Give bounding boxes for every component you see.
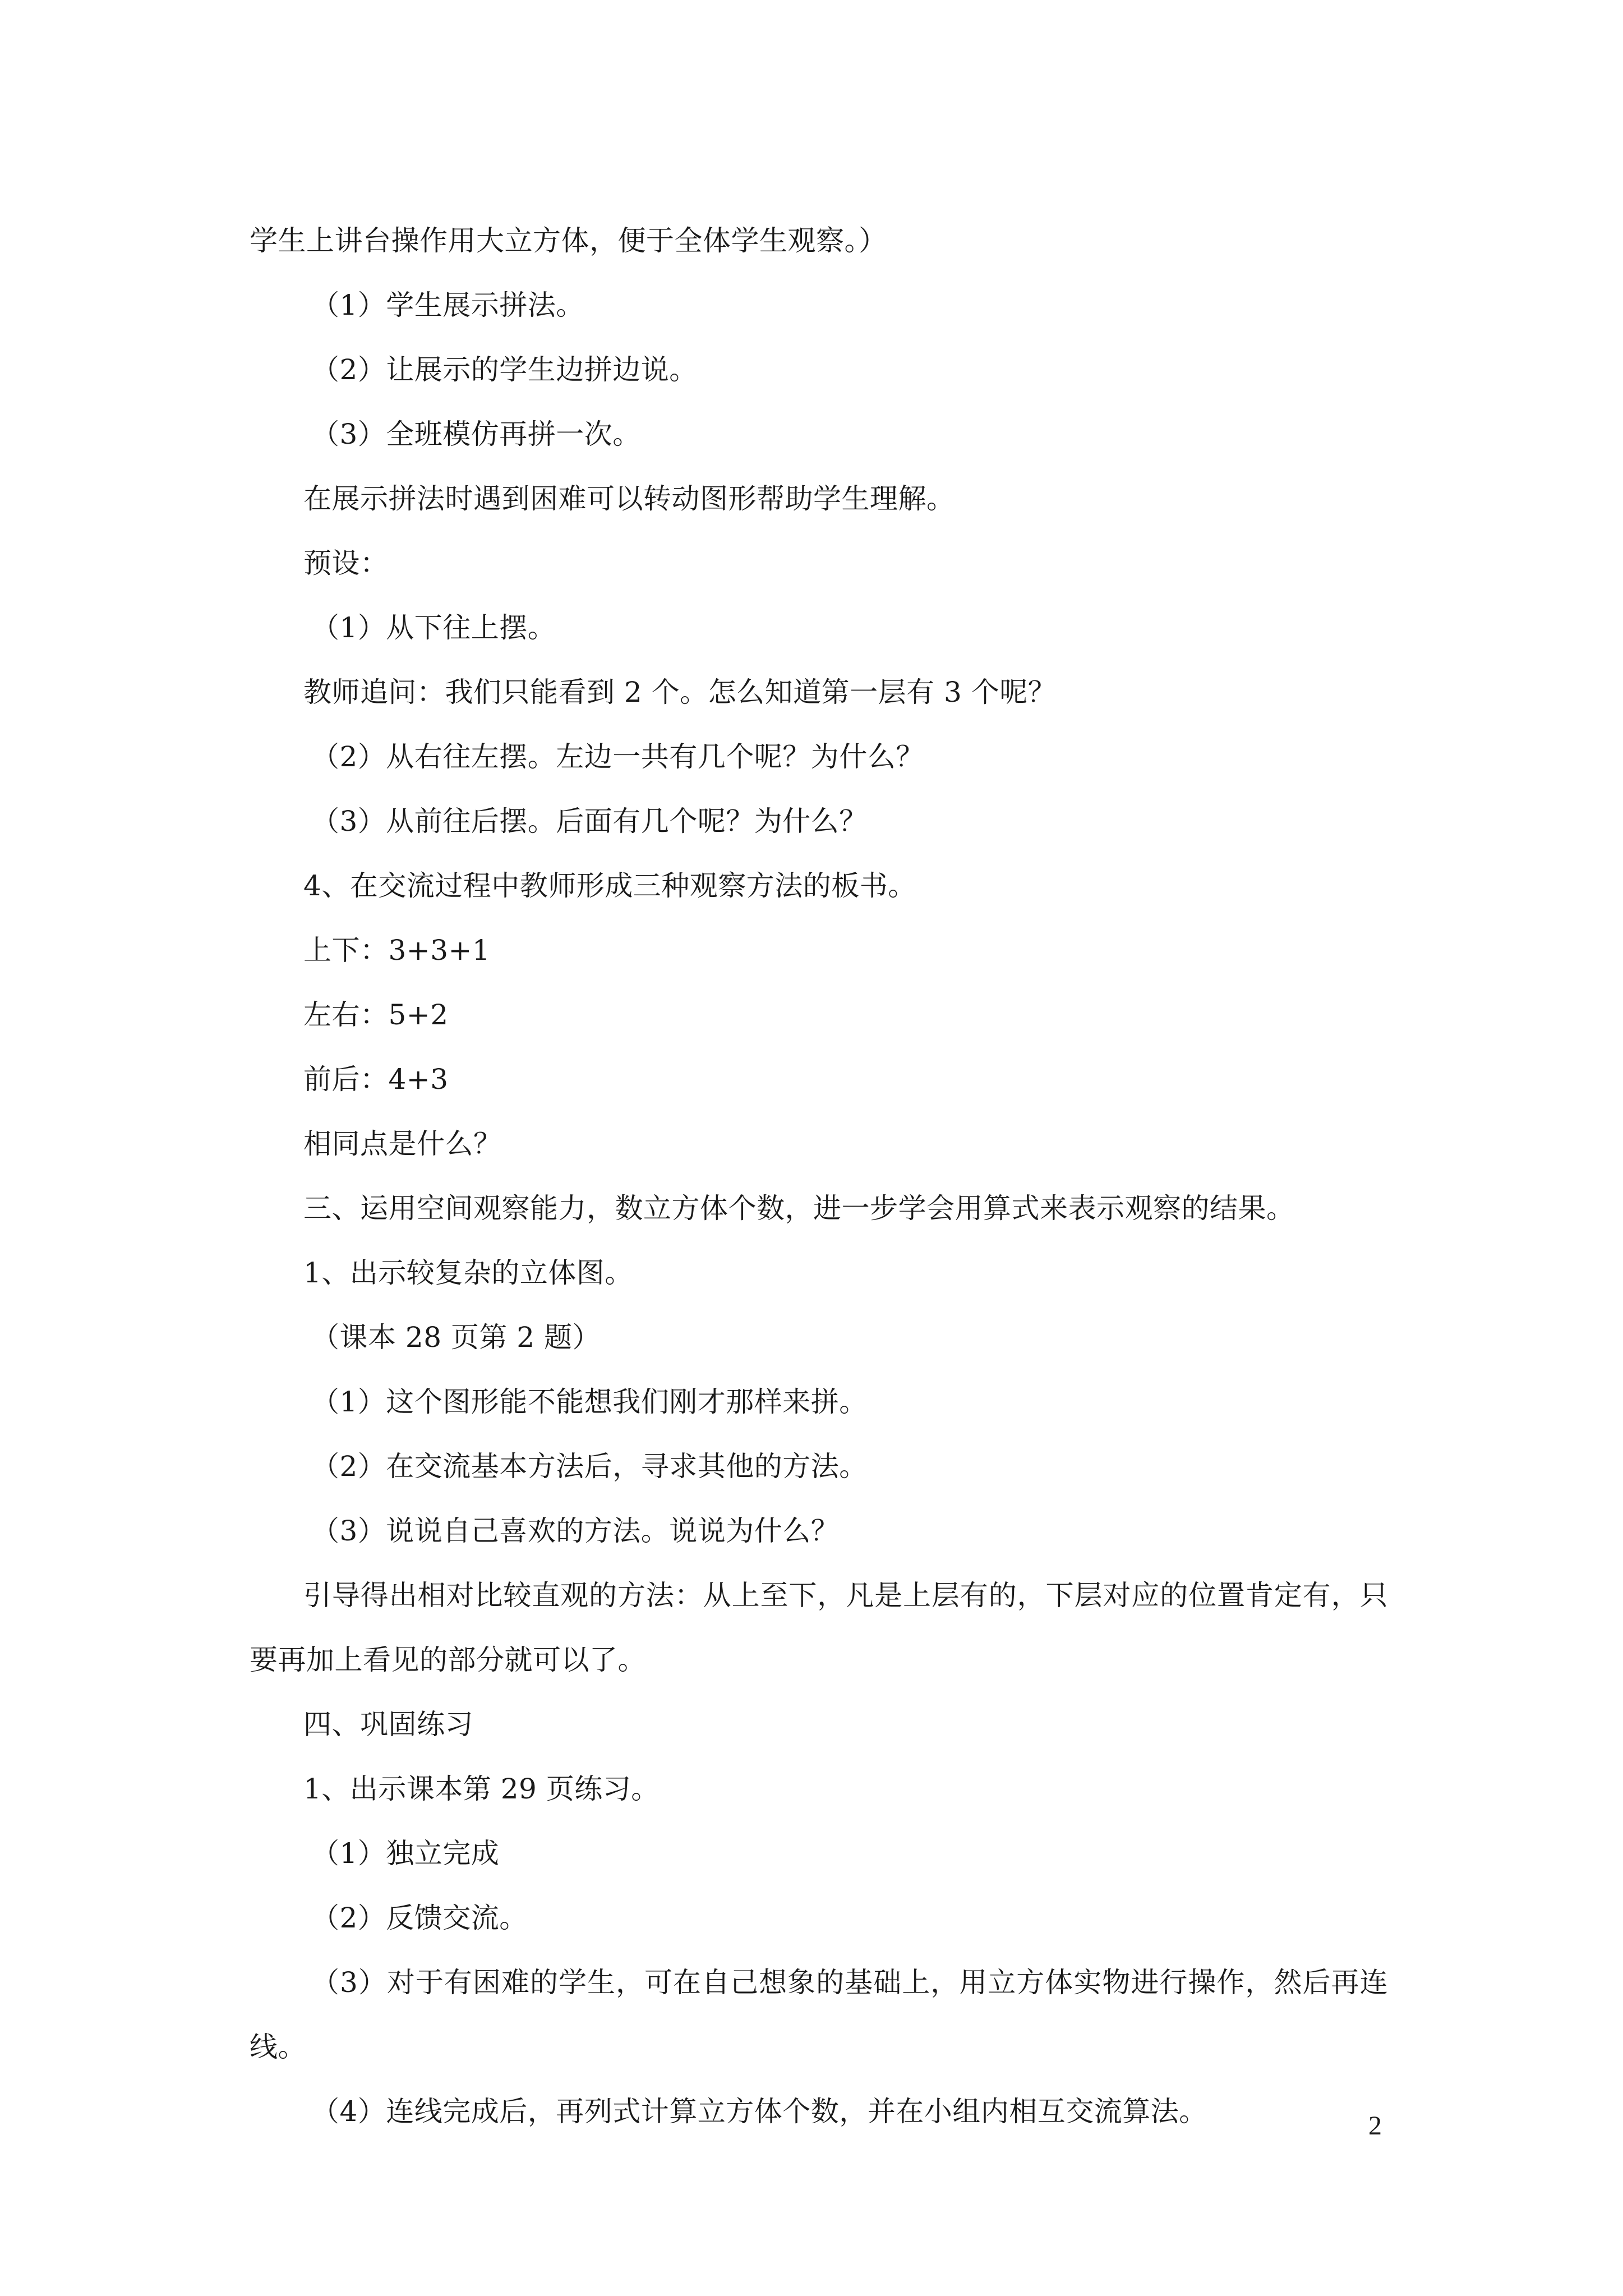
paragraph: 学生上讲台操作用大立方体，便于全体学生观察。） bbox=[250, 224, 887, 257]
paragraph: （3）对于有困难的学生，可在自己想象的基础上，用立方体实物进行操作，然后再连线。 bbox=[250, 1966, 1388, 2063]
paragraph: 引导得出相对比较直观的方法：从上至下，凡是上层有的，下层对应的位置肯定有，只要再加上看见的部分就可以了。 bbox=[250, 1579, 1388, 1676]
paragraph: 预设： bbox=[303, 547, 389, 579]
paragraph: 1、出示较复杂的立体图。 bbox=[303, 1257, 633, 1289]
paragraph: 左右：5+2 bbox=[303, 999, 449, 1031]
paragraph: （3）全班模仿再拼一次。 bbox=[311, 418, 641, 450]
paragraph: 教师追问：我们只能看到 2 个。怎么知道第一层有 3 个呢？ bbox=[303, 676, 1057, 708]
paragraph: （1）从下往上摆。 bbox=[311, 611, 556, 644]
paragraph: （4）连线完成后，再列式计算立方体个数，并在小组内相互交流算法。 bbox=[311, 2095, 1207, 2128]
paragraph: 上下：3+3+1 bbox=[303, 934, 491, 967]
paragraph: 1、出示课本第 29 页练习。 bbox=[303, 1773, 660, 1805]
paragraph: 在展示拼法时遇到困难可以转动图形帮助学生理解。 bbox=[303, 482, 955, 515]
paragraph: 4、在交流过程中教师形成三种观察方法的板书。 bbox=[303, 869, 916, 902]
paragraph: （1）独立完成 bbox=[311, 1837, 500, 1870]
paragraph: （2）在交流基本方法后，寻求其他的方法。 bbox=[311, 1450, 868, 1483]
paragraph: （课本 28 页第 2 题） bbox=[311, 1321, 601, 1354]
paragraph: （2）让展示的学生边拼边说。 bbox=[311, 353, 698, 386]
paragraph: （3）说说自己喜欢的方法。说说为什么？ bbox=[311, 1515, 840, 1547]
section-heading: 三、运用空间观察能力，数立方体个数，进一步学会用算式来表示观察的结果。 bbox=[303, 1192, 1295, 1225]
paragraph: （1）这个图形能不能想我们刚才那样来拼。 bbox=[311, 1386, 868, 1418]
paragraph: 相同点是什么？ bbox=[303, 1128, 502, 1160]
paragraph: 前后：4+3 bbox=[303, 1063, 449, 1096]
paragraph: （1）学生展示拼法。 bbox=[311, 289, 584, 321]
section-heading: 四、巩固练习 bbox=[303, 1708, 473, 1741]
paragraph: （3）从前往后摆。后面有几个呢？为什么？ bbox=[311, 805, 868, 838]
document-body bbox=[250, 209, 1388, 2144]
paragraph: （2）反馈交流。 bbox=[311, 1902, 528, 1934]
page-number: 2 bbox=[1368, 2111, 1382, 2141]
paragraph: （2）从右往左摆。左边一共有几个呢？为什么？ bbox=[311, 740, 924, 773]
